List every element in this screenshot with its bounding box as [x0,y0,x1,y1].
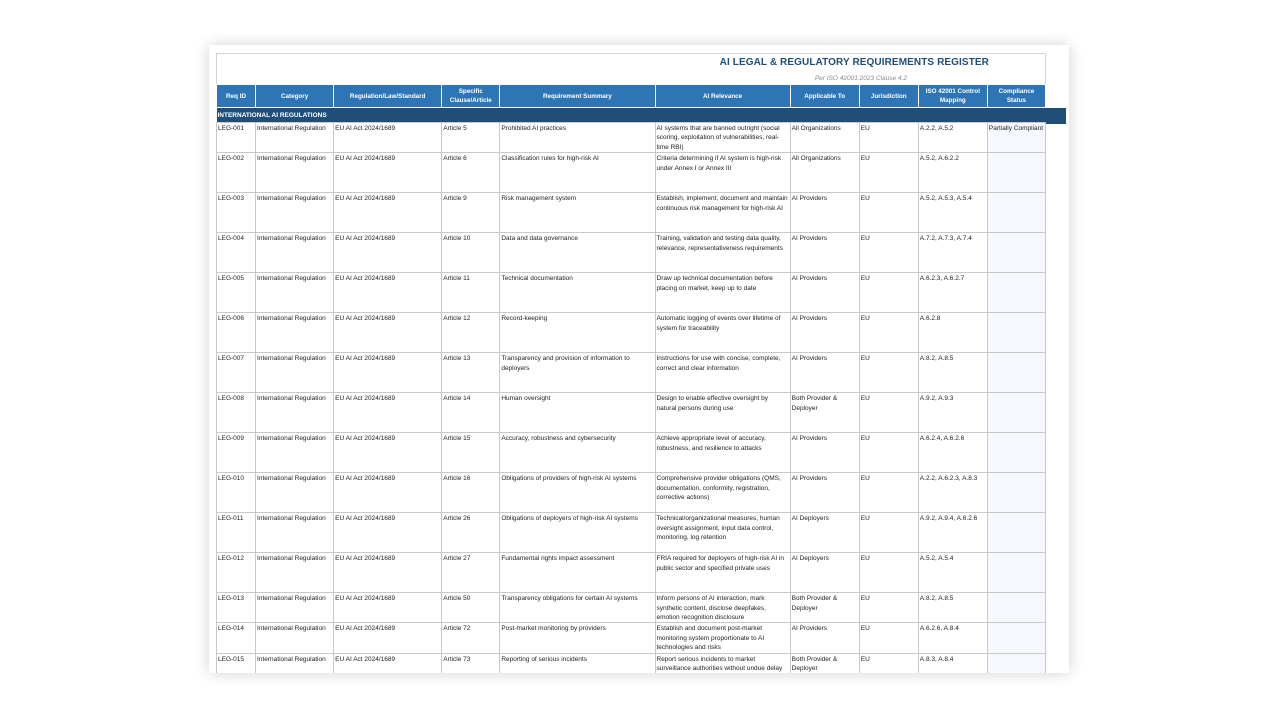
category-cell[interactable]: International Regulation [256,593,334,623]
regulation-cell[interactable]: EU AI Act 2024/1689 [334,653,442,673]
clause-cell[interactable]: Article 72 [442,623,500,653]
req-id-cell[interactable]: LEG-001 [217,123,256,153]
relevance-cell[interactable]: Establish and document post-market monitoring system proportionate to AI technologies and risks [655,623,790,653]
summary-cell[interactable]: Record-keeping [500,313,655,353]
mapping-cell[interactable]: A.8.2, A.8.5 [918,353,987,393]
regulation-cell[interactable]: EU AI Act 2024/1689 [334,233,442,273]
regulation-cell[interactable]: EU AI Act 2024/1689 [334,623,442,653]
req-id-cell[interactable]: LEG-008 [217,393,256,433]
table-row [217,473,1046,513]
req-id-cell[interactable]: LEG-002 [217,153,256,193]
register-title: AI LEGAL & REGULATORY REQUIREMENTS REGISTER [719,57,989,68]
mapping-cell[interactable]: A.8.2, A.8.5 [918,593,987,623]
subtitle-row [216,74,1046,84]
summary-cell[interactable]: Human oversight [500,393,655,433]
req-id-cell[interactable]: LEG-006 [217,313,256,353]
category-cell[interactable]: International Regulation [256,123,334,153]
section-band-extension [1046,108,1066,124]
category-cell[interactable]: International Regulation [256,473,334,513]
category-cell[interactable]: International Regulation [256,513,334,553]
jurisdiction-cell[interactable]: EU [859,273,918,313]
relevance-cell[interactable]: Report serious incidents to market surveillance authorities without undue delay [655,653,790,673]
category-cell[interactable]: International Regulation [256,393,334,433]
regulation-cell[interactable]: EU AI Act 2024/1689 [334,513,442,553]
applicable-cell[interactable]: Both Provider & Deployer [790,393,859,433]
status-cell[interactable] [987,513,1045,553]
table-row [217,593,1046,623]
jurisdiction-cell[interactable]: EU [859,553,918,593]
table-row [217,153,1046,193]
col-header-status[interactable]: Compliance Status [987,85,1045,108]
mapping-cell[interactable]: A.7.2, A.7.3, A.7.4 [918,233,987,273]
title-row [216,53,1046,74]
applicable-cell[interactable]: Both Provider & Deployer [790,593,859,623]
summary-cell[interactable]: Obligations of providers of high-risk AI systems [500,473,655,513]
clause-cell[interactable]: Article 13 [442,353,500,393]
jurisdiction-cell[interactable]: EU [859,233,918,273]
col-header-req-id[interactable]: Req ID [217,85,256,108]
req-id-cell[interactable]: LEG-014 [217,623,256,653]
jurisdiction-cell[interactable]: EU [859,193,918,233]
category-cell[interactable]: International Regulation [256,623,334,653]
status-cell[interactable] [987,193,1045,233]
mapping-cell[interactable]: A.5.2, A.5.3, A.5.4 [918,193,987,233]
regulation-cell[interactable]: EU AI Act 2024/1689 [334,353,442,393]
clause-cell[interactable]: Article 6 [442,153,500,193]
applicable-cell[interactable]: AI Providers [790,433,859,473]
regulation-cell[interactable]: EU AI Act 2024/1689 [334,593,442,623]
category-cell[interactable]: International Regulation [256,273,334,313]
applicable-cell[interactable]: AI Deployers [790,553,859,593]
applicable-cell[interactable]: AI Providers [790,353,859,393]
table-row [217,653,1046,673]
status-cell[interactable] [987,393,1045,433]
col-header-regulation[interactable]: Regulation/Law/Standard [334,85,442,108]
category-cell[interactable]: International Regulation [256,433,334,473]
relevance-cell[interactable]: Draw up technical documentation before placing on market, keep up to date [655,273,790,313]
regulation-cell[interactable]: EU AI Act 2024/1689 [334,393,442,433]
clause-cell[interactable]: Article 73 [442,653,500,673]
col-header-mapping[interactable]: ISO 42001 Control Mapping [918,85,987,108]
status-cell[interactable]: Partially Compliant [987,123,1045,153]
mapping-cell[interactable]: A.5.2, A.6.2.2 [918,153,987,193]
applicable-cell[interactable]: Both Provider & Deployer [790,653,859,673]
req-id-cell[interactable]: LEG-011 [217,513,256,553]
requirements-table [216,84,1046,673]
mapping-cell[interactable]: A.9.2, A.9.4, A.6.2.6 [918,513,987,553]
summary-cell[interactable]: Reporting of serious incidents [500,653,655,673]
section-row [217,108,1046,123]
relevance-cell[interactable]: Criteria determining if AI system is high-risk under Annex I or Annex III [655,153,790,193]
category-cell[interactable]: International Regulation [256,553,334,593]
table-row [217,393,1046,433]
clause-cell[interactable]: Article 15 [442,433,500,473]
table-row [217,123,1046,153]
status-cell[interactable] [987,153,1045,193]
table-row [217,233,1046,273]
applicable-cell[interactable]: AI Providers [790,313,859,353]
status-cell[interactable] [987,233,1045,273]
req-id-cell[interactable]: LEG-012 [217,553,256,593]
applicable-cell[interactable]: AI Providers [790,193,859,233]
category-cell[interactable]: International Regulation [256,653,334,673]
header-row [217,85,1046,108]
summary-cell[interactable]: Risk management system [500,193,655,233]
jurisdiction-cell[interactable]: EU [859,123,918,153]
table-row [217,623,1046,653]
applicable-cell[interactable]: AI Providers [790,473,859,513]
mapping-cell[interactable]: A.6.2.4, A.6.2.6 [918,433,987,473]
summary-cell[interactable]: Classification rules for high-risk AI [500,153,655,193]
applicable-cell[interactable]: All Organizations [790,123,859,153]
relevance-cell[interactable]: FRIA required for deployers of high-risk AI in public sector and specified private uses [655,553,790,593]
regulation-cell[interactable]: EU AI Act 2024/1689 [334,433,442,473]
jurisdiction-cell[interactable]: EU [859,353,918,393]
col-header-applicable[interactable]: Applicable To [790,85,859,108]
table-row [217,513,1046,553]
relevance-cell[interactable]: Design to enable effective oversight by natural persons during use [655,393,790,433]
mapping-cell[interactable]: A.2.2, A.5.2 [918,123,987,153]
regulation-cell[interactable]: EU AI Act 2024/1689 [334,313,442,353]
summary-cell[interactable]: Technical documentation [500,273,655,313]
relevance-cell[interactable]: Training, validation and testing data quality, relevance, representativeness requirements [655,233,790,273]
jurisdiction-cell[interactable]: EU [859,433,918,473]
clause-cell[interactable]: Article 10 [442,233,500,273]
jurisdiction-cell[interactable]: EU [859,313,918,353]
col-header-summary[interactable]: Requirement Summary [500,85,655,108]
jurisdiction-cell[interactable]: EU [859,473,918,513]
clause-cell[interactable]: Article 5 [442,123,500,153]
clause-cell[interactable]: Article 50 [442,593,500,623]
table-row [217,193,1046,233]
req-id-cell[interactable]: LEG-015 [217,653,256,673]
jurisdiction-cell[interactable]: EU [859,153,918,193]
status-cell[interactable] [987,273,1045,313]
regulation-cell[interactable]: EU AI Act 2024/1689 [334,123,442,153]
regulation-cell[interactable]: EU AI Act 2024/1689 [334,553,442,593]
regulation-cell[interactable]: EU AI Act 2024/1689 [334,273,442,313]
table-row [217,353,1046,393]
col-header-clause[interactable]: Specific Clause/Article [442,85,500,108]
clause-cell[interactable]: Article 12 [442,313,500,353]
relevance-cell[interactable]: Comprehensive provider obligations (QMS, documentation, conformity, registration, corrective actions) [655,473,790,513]
status-cell[interactable] [987,353,1045,393]
relevance-cell[interactable]: Inform persons of AI interaction, mark synthetic content, disclose deepfakes, emotion recognition disclosure [655,593,790,623]
status-cell[interactable] [987,593,1045,623]
mapping-cell[interactable]: A.6.2.3, A.6.2.7 [918,273,987,313]
summary-cell[interactable]: Accuracy, robustness and cybersecurity [500,433,655,473]
mapping-cell[interactable]: A.8.3, A.8.4 [918,653,987,673]
status-cell[interactable] [987,313,1045,353]
jurisdiction-cell[interactable]: EU [859,593,918,623]
jurisdiction-cell[interactable]: EU [859,393,918,433]
clause-cell[interactable]: Article 16 [442,473,500,513]
req-id-cell[interactable]: LEG-004 [217,233,256,273]
applicable-cell[interactable]: AI Providers [790,233,859,273]
mapping-cell[interactable]: A.6.2.8 [918,313,987,353]
mapping-cell[interactable]: A.5.2, A.5.4 [918,553,987,593]
relevance-cell[interactable]: Automatic logging of events over lifetime of system for traceability [655,313,790,353]
clause-cell[interactable]: Article 14 [442,393,500,433]
applicable-cell[interactable]: AI Deployers [790,513,859,553]
category-cell[interactable]: International Regulation [256,353,334,393]
req-id-cell[interactable]: LEG-005 [217,273,256,313]
relevance-cell[interactable]: Instructions for use with concise, complete, correct and clear information [655,353,790,393]
applicable-cell[interactable]: All Organizations [790,153,859,193]
register-container [216,53,1046,673]
col-header-jurisdiction[interactable]: Jurisdiction [859,85,918,108]
relevance-cell[interactable]: Achieve appropriate level of accuracy, robustness, and resilience to attacks [655,433,790,473]
summary-cell[interactable]: Data and data governance [500,233,655,273]
relevance-cell[interactable]: Technical/organizational measures, human oversight assignment, input data control, monitoring, log retention [655,513,790,553]
clause-cell[interactable]: Article 27 [442,553,500,593]
section-label[interactable]: INTERNATIONAL AI REGULATIONS [217,108,1046,123]
summary-cell[interactable]: Transparency and provision of information to deployers [500,353,655,393]
table-row [217,273,1046,313]
relevance-cell[interactable]: AI systems that are banned outright (social scoring, exploitation of vulnerabilities, real-time RBI) [655,123,790,153]
status-cell[interactable] [987,653,1045,673]
col-header-category[interactable]: Category [256,85,334,108]
mapping-cell[interactable]: A.6.2.6, A.8.4 [918,623,987,653]
mapping-cell[interactable]: A.9.2, A.9.3 [918,393,987,433]
category-cell[interactable]: International Regulation [256,153,334,193]
mapping-cell[interactable]: A.2.2, A.6.2.3, A.8.3 [918,473,987,513]
status-cell[interactable] [987,433,1045,473]
category-cell[interactable]: International Regulation [256,313,334,353]
summary-cell[interactable]: Fundamental rights impact assessment [500,553,655,593]
regulation-cell[interactable]: EU AI Act 2024/1689 [334,193,442,233]
relevance-cell[interactable]: Establish, implement, document and maintain continuous risk management for high-risk AI [655,193,790,233]
req-id-cell[interactable]: LEG-007 [217,353,256,393]
summary-cell[interactable]: Post-market monitoring by providers [500,623,655,653]
register-subtitle: Per ISO 42001:2023 Clause 4.2 [814,75,907,82]
req-id-cell[interactable]: LEG-003 [217,193,256,233]
jurisdiction-cell[interactable]: EU [859,623,918,653]
clause-cell[interactable]: Article 9 [442,193,500,233]
req-id-cell[interactable]: LEG-013 [217,593,256,623]
status-cell[interactable] [987,623,1045,653]
summary-cell[interactable]: Transparency obligations for certain AI systems [500,593,655,623]
table-row [217,553,1046,593]
jurisdiction-cell[interactable]: EU [859,653,918,673]
col-header-relevance[interactable]: AI Relevance [655,85,790,108]
category-cell[interactable]: International Regulation [256,193,334,233]
table-row [217,433,1046,473]
clause-cell[interactable]: Article 11 [442,273,500,313]
regulation-cell[interactable]: EU AI Act 2024/1689 [334,153,442,193]
req-id-cell[interactable]: LEG-009 [217,433,256,473]
table-row [217,313,1046,353]
spreadsheet-page [209,45,1069,673]
applicable-cell[interactable]: AI Providers [790,273,859,313]
clause-cell[interactable]: Article 26 [442,513,500,553]
jurisdiction-cell[interactable]: EU [859,513,918,553]
summary-cell[interactable]: Prohibited AI practices [500,123,655,153]
req-id-cell[interactable]: LEG-010 [217,473,256,513]
applicable-cell[interactable]: AI Providers [790,623,859,653]
regulation-cell[interactable]: EU AI Act 2024/1689 [334,473,442,513]
summary-cell[interactable]: Obligations of deployers of high-risk AI systems [500,513,655,553]
status-cell[interactable] [987,553,1045,593]
status-cell[interactable] [987,473,1045,513]
category-cell[interactable]: International Regulation [256,233,334,273]
